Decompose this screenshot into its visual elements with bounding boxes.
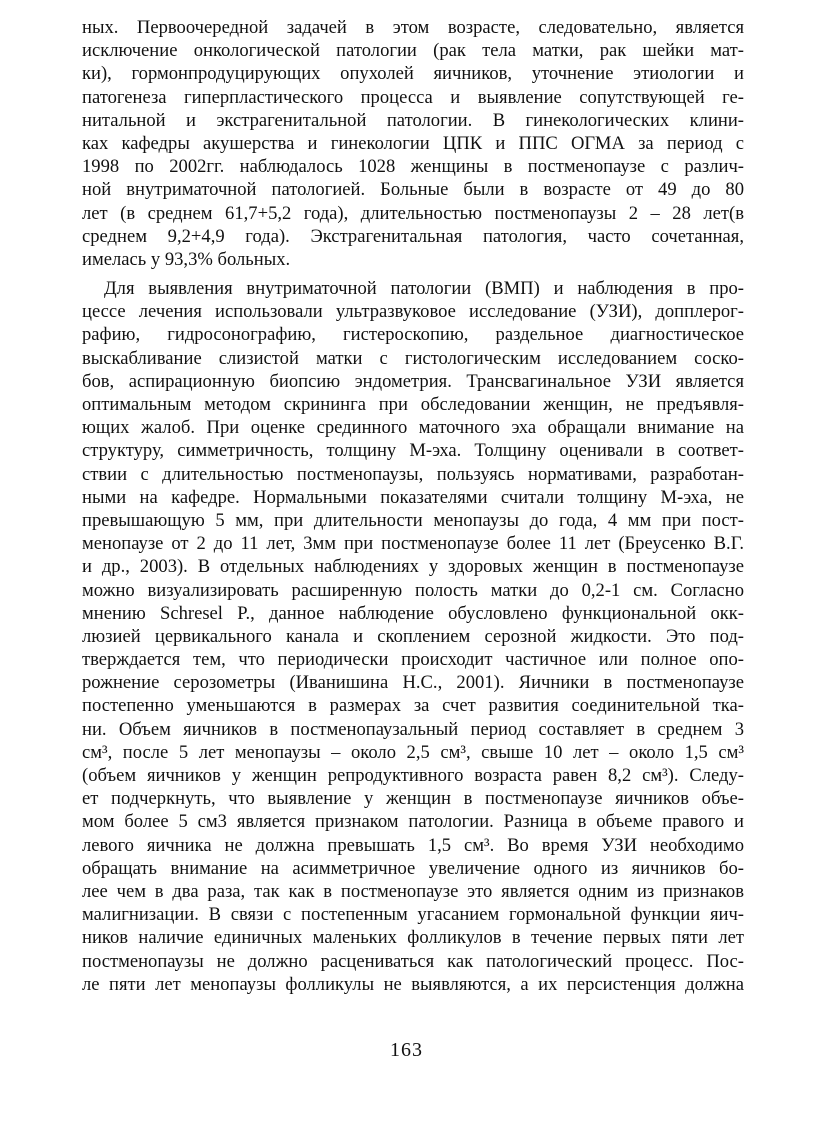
text-line: обращать внимание на асимметричное увеличение одного из яичников бо-	[82, 857, 744, 879]
text-line: (объем яичников у женщин репродуктивного возраста равен 8,2 см³). Следу-	[82, 765, 744, 786]
text-line: тверждается тем, что периодически происходит частичное или полное опо-	[82, 649, 744, 671]
text-line: ными на кафедре. Нормальными показателями считали толщину М-эха, не	[82, 486, 744, 508]
text-line: постменопаузы не должно расцениваться как патологический процесс. Пос-	[82, 950, 744, 972]
text-line: ников наличие единичных маленьких фолликулов в течение первых пяти лет	[82, 927, 744, 949]
paragraph-1	[82, 16, 744, 271]
text-line: ни. Объем яичников в постменопаузальный период составляет в среднем 3	[82, 718, 744, 740]
text-line: левого яичника не должна превышать 1,5 см³. Во время УЗИ необходимо	[82, 834, 744, 856]
text-line: рожнение серозометры (Иванишина Н.С., 2001). Яичники в постменопаузе	[82, 672, 744, 694]
text-line: постепенно уменьшаются в размерах за счет развития соединительной тка-	[82, 695, 744, 717]
text-line: ет подчеркнуть, что выявление у женщин в постменопаузе яичников объе-	[82, 788, 744, 810]
text-line: среднем 9,2+4,9 года). Экстрагенитальная патология, часто сочетанная,	[82, 225, 744, 247]
text-line: превышающую 5 мм, при длительности менопаузы до года, 4 мм при пост-	[82, 509, 744, 531]
text-line: ки), гормонпродуцирующих опухолей яичников, уточнение этиологии и	[82, 63, 744, 85]
text-line: имелась у 93,3% больных.	[82, 248, 291, 270]
text-line: можно визуализировать расширенную полость матки до 0,2-1 см. Согласно	[82, 579, 744, 601]
text-line: см³, после 5 лет менопаузы – около 2,5 см³, свыше 10 лет – около 1,5 см³	[82, 741, 744, 763]
text-line: структуру, симметричность, толщину М-эха. Толщину оценивали в соответ-	[82, 440, 744, 462]
text-line: мнению Schresel P., данное наблюдение обусловлено функциональной окк-	[82, 602, 744, 624]
page-number: 163	[390, 1039, 423, 1061]
text-line: менопаузе от 2 до 11 лет, 3мм при постменопаузе более 11 лет (Бреусенко В.Г.	[82, 533, 744, 555]
text-line: патогенеза гиперпластического процесса и выявление сопутствующей ге-	[82, 86, 744, 108]
text-line: оптимальным методом скрининга при обследовании женщин, не предъявля-	[82, 394, 744, 415]
text-line: мом более 5 см3 является признаком патологии. Разница в объеме правого и	[82, 811, 744, 833]
text-line: рафию, гидросонографию, гистероскопию, раздельное диагностическое	[82, 324, 744, 346]
text-line: бов, аспирационную биопсию эндометрия. Трансвагинальное УЗИ является	[82, 370, 744, 392]
page-body	[82, 16, 744, 996]
text-line: ных. Первоочередной задачей в этом возрасте, следовательно, является	[82, 17, 744, 38]
text-line: цессе лечения использовали ультразвуковое исследование (УЗИ), допплерог-	[82, 301, 744, 323]
text-line: лее чем в два раза, так как в постменопаузе это является одним из признаков	[82, 880, 744, 902]
text-line: и др., 2003). В отдельных наблюдениях у здоровых женщин в постменопаузе	[82, 556, 744, 578]
text-line: 1998 по 2002гг. наблюдалось 1028 женщины в постменопаузе с различ-	[82, 156, 744, 178]
text-line: ствии с длительностью постменопаузы, пользуясь нормативами, разработан-	[82, 463, 744, 485]
paragraph-2	[82, 277, 744, 996]
text-line: лет (в среднем 61,7+5,2 года), длительностью постменопаузы 2 – 28 лет(в	[82, 202, 744, 224]
text-line: ющих жалоб. При оценке срединного маточного эха обращали внимание на	[82, 417, 744, 439]
text-line: ной внутриматочной патологией. Больные были в возрасте от 49 до 80	[82, 179, 744, 201]
text-line: ле пяти лет менопаузы фолликулы не выявляются, а их персистенция должна	[82, 973, 744, 995]
text-line: малигнизации. В связи с постепенным угасанием гормональной функции яич-	[82, 904, 744, 926]
text-line: ках кафедры акушерства и гинекологии ЦПК и ППС ОГМА за период с	[82, 132, 744, 154]
text-line: выскабливание слизистой матки с гистологическим исследованием соско-	[82, 347, 744, 369]
text-line: нитальной и экстрагенитальной патологии. В гинекологических клини-	[82, 109, 744, 131]
text-line: исключение онкологической патологии (рак тела матки, рак шейки мат-	[82, 40, 744, 62]
text-line: Для выявления внутриматочной патологии (ВМП) и наблюдения в про-	[104, 278, 744, 300]
text-line: люзией цервикального канала и скоплением серозной жидкости. Это под-	[82, 625, 744, 647]
